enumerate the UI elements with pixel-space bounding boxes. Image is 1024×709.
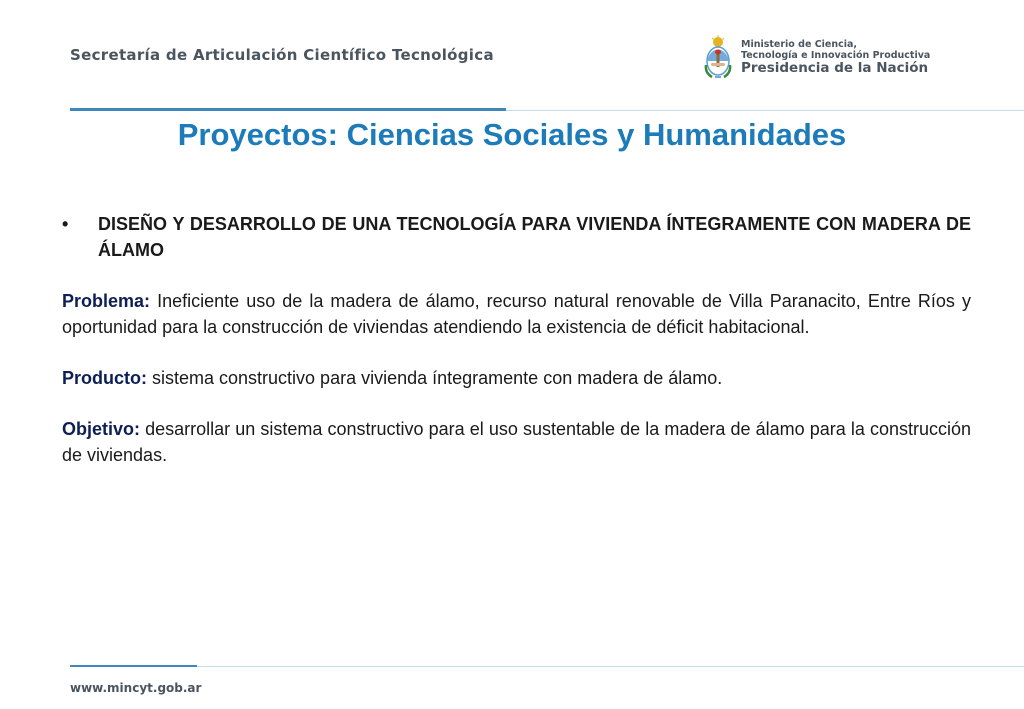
slide-content xyxy=(62,211,971,468)
secretaria-title: Secretaría de Articulación Científico Tecnológica xyxy=(70,46,494,64)
problema-text: Ineficiente uso de la madera de álamo, recurso natural renovable de Villa Paranacito, Entre Ríos y oportunidad para la construcción de viviendas atendiendo la existencia de déficit habitacional. xyxy=(62,291,971,337)
coat-of-arms-icon xyxy=(703,35,733,81)
producto-text: sistema constructivo para vivienda íntegramente con madera de álamo. xyxy=(147,368,723,388)
objetivo-text: desarrollar un sistema constructivo para el uso sustentable de la madera de álamo para la construcción de viviendas. xyxy=(62,419,971,465)
objetivo-paragraph xyxy=(62,416,971,468)
footer-divider-accent xyxy=(70,665,197,667)
producto-label: Producto: xyxy=(62,368,147,388)
objetivo-label: Objetivo: xyxy=(62,419,141,439)
bullet-text: DISEÑO Y DESARROLLO DE UNA TECNOLOGÍA PARA VIVIENDA ÍNTEGRAMENTE CON MADERA DE ÁLAMO xyxy=(98,214,971,260)
footer-divider xyxy=(70,666,1024,667)
slide-title: Proyectos: Ciencias Sociales y Humanidades xyxy=(177,117,847,152)
bullet-item xyxy=(62,211,971,263)
producto-paragraph xyxy=(62,365,971,391)
problema-paragraph xyxy=(62,288,971,340)
bullet-icon: • xyxy=(62,214,69,234)
ministry-line-2: Tecnología e Innovación Productiva xyxy=(741,50,931,62)
ministry-logo xyxy=(703,34,930,82)
footer-url: www.mincyt.gob.ar xyxy=(70,681,202,695)
problema-label: Problema: xyxy=(62,291,151,311)
ministry-line-1: Ministerio de Ciencia, xyxy=(741,38,858,50)
header-divider-accent xyxy=(70,108,506,111)
ministry-line-3: Presidencia de la Nación xyxy=(741,60,929,77)
